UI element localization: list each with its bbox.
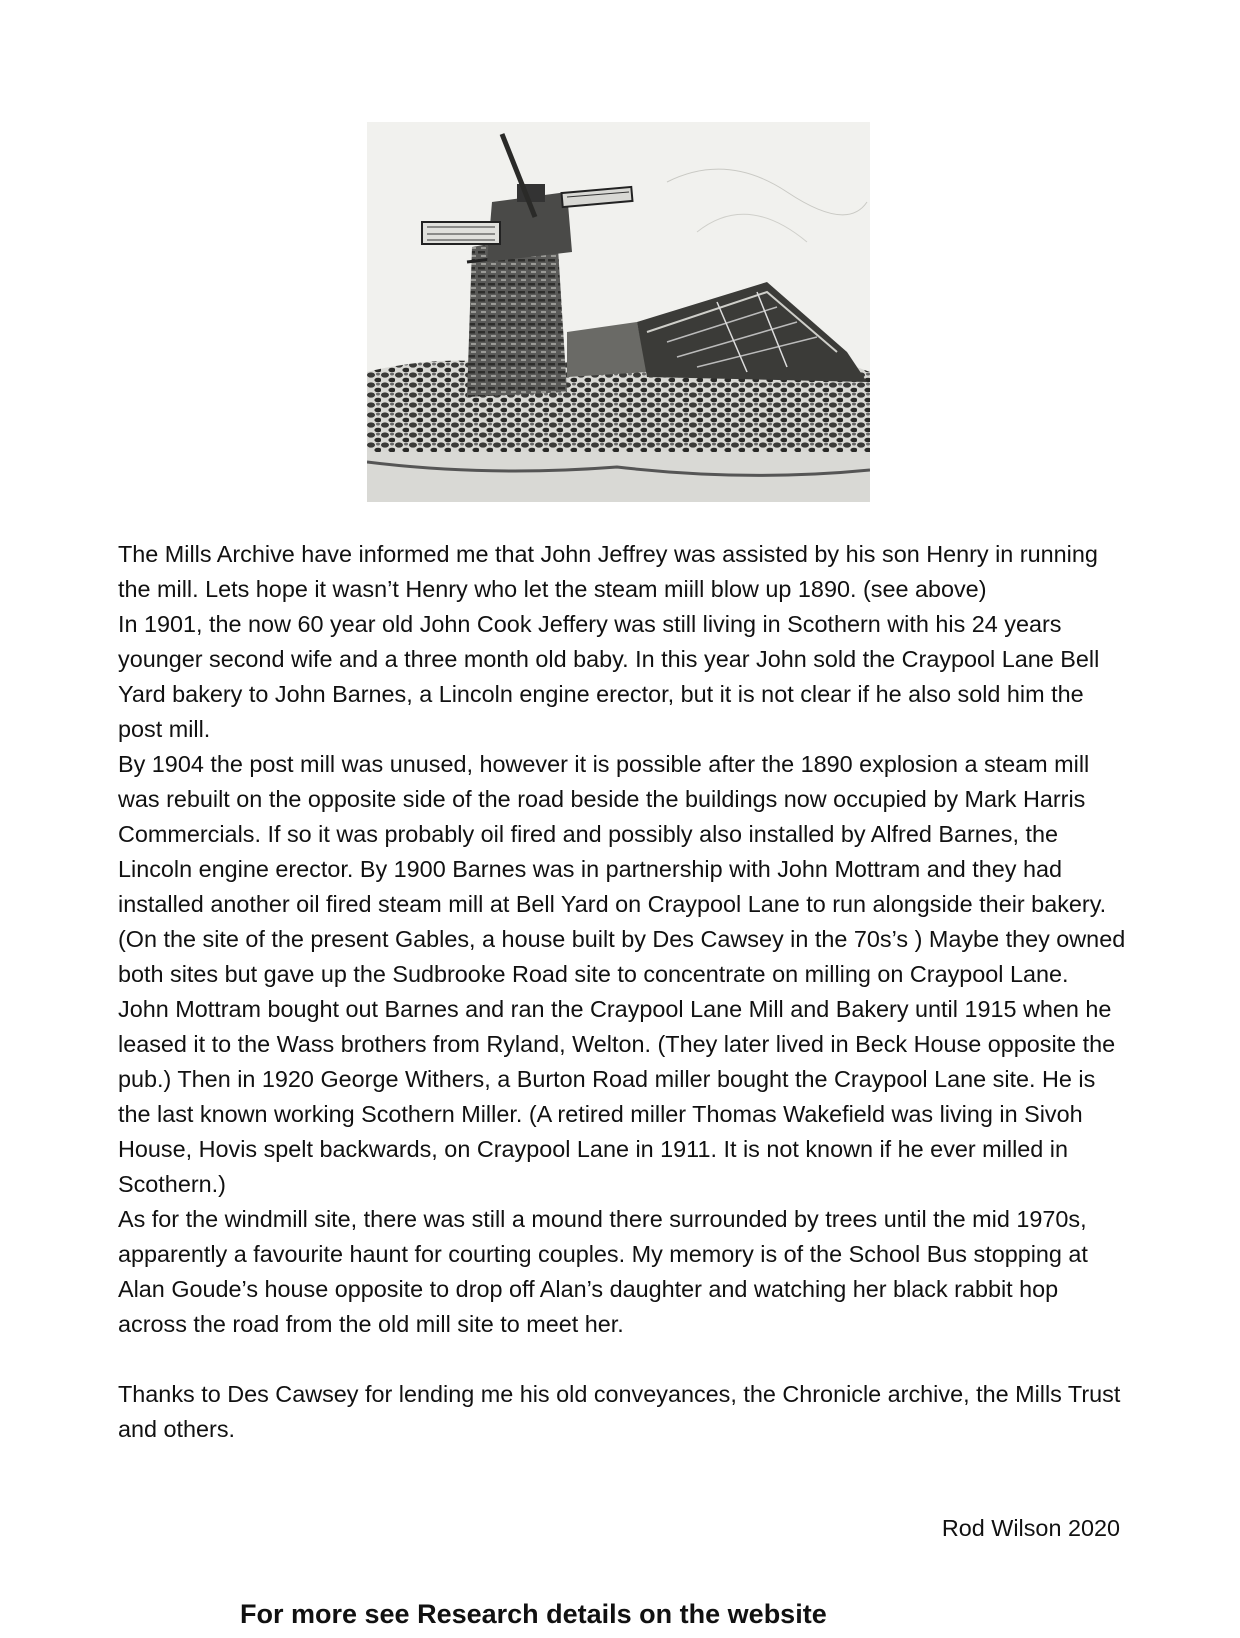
paragraph: The Mills Archive have informed me that John Jeffrey was assisted by his son Henry in running the mill. Lets hope it wasn’t Henry who let the steam miill blow up 1890. (see above): [118, 541, 1098, 602]
paragraph: In 1901, the now 60 year old John Cook Jeffery was still living in Scothern with his 24 years younger second wife and a three month old baby. In this year John sold the Craypool Lane Bell Yard bakery to John Barnes, a Lincoln engine erector, but it is not clear if he also sold him the post mill.: [118, 611, 1100, 742]
windmill-photo: [367, 122, 870, 502]
paragraph: As for the windmill site, there was still a mound there surrounded by trees until the mid 1970s, apparently a favourite haunt for courting couples. My memory is of the School Bus stopping at Alan Goude’s house opposite to drop off Alan’s daughter and watching her black rabbit hop across the road from the old mill site to meet her.: [118, 1206, 1088, 1337]
author-signature: Rod Wilson 2020: [941, 1515, 1120, 1541]
article-body: [118, 537, 1128, 1447]
paragraph: John Mottram bought out Barnes and ran the Craypool Lane Mill and Bakery until 1915 when he leased it to the Wass brothers from Ryland, Welton. (They later lived in Beck House opposite the pub.) Then in 1920 George Withers, a Burton Road miller bought the Craypool Lane site. He is the last known working Scothern Miller. (A retired miller Thomas Wakefield was living in Sivoh House, Hovis spelt backwards, on Craypool Lane in 1911. It is not known if he ever milled in Scothern.): [118, 996, 1116, 1197]
acknowledgements: Thanks to Des Cawsey for lending me his old conveyances, the Chronicle archive, the Mills Trust and others.: [118, 1381, 1121, 1442]
paragraph: By 1904 the post mill was unused, however it is possible after the 1890 explosion a steam mill was rebuilt on the opposite side of the road beside the buildings now occupied by Mark Harris Commercials. If so it was probably oil fired and possibly also installed by Alfred Barnes, the Lincoln engine erector. By 1900 Barnes was in partnership with John Mottram and they had installed another oil fired steam mill at Bell Yard on Craypool Lane to run alongside their bakery. (On the site of the present Gables, a house built by Des Cawsey in the 70s’s ) Maybe they owned both sites but gave up the Sudbrooke Road site to concentrate on milling on Craypool Lane.: [118, 751, 1126, 987]
footer-note: For more see Research details on the website: [240, 1599, 827, 1629]
spacer: [118, 1342, 1128, 1377]
